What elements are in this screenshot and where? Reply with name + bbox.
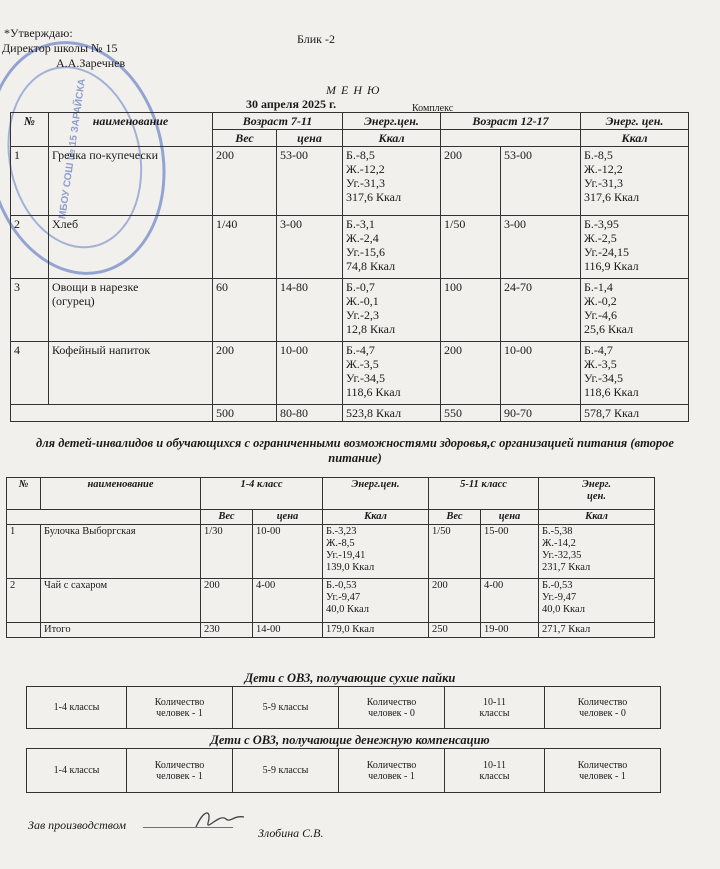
complex-label: Комплекс <box>412 103 454 114</box>
row-weight-1: 1/30 <box>201 525 253 579</box>
row-energy-2: Б.-3,95 Ж.-2,5 Уг.-24,15 116,9 Ккал <box>581 216 689 279</box>
row-dish-name: Булочка Выборгская <box>41 525 201 579</box>
compensation-count-5-9: Количество человек - 1 <box>339 749 445 793</box>
row-weight-2: 200 <box>429 579 481 623</box>
second-meal-caption: для детей-инвалидов и обучающихся с ограниченными возможностями здоровья,с организацией питания (второе питание) <box>36 436 674 465</box>
table-total-row <box>7 623 655 638</box>
dry-rations-count-5-9: Количество человек - 0 <box>339 687 445 729</box>
row-price-2: 15-00 <box>481 525 539 579</box>
header-kcal-1: Ккал <box>343 130 441 147</box>
row-weight-2: 200 <box>441 147 501 216</box>
row-dish-name: Чай с сахаром <box>41 579 201 623</box>
row-energy-1: Б.-8,5 Ж.-12,2 Уг.-31,3 317,6 Ккал <box>343 147 441 216</box>
total-weight-2: 250 <box>429 623 481 638</box>
header-energy-1: Энерг.цен. <box>343 113 441 130</box>
compensation-class-5-9: 5-9 классы <box>233 749 339 793</box>
row-price-1: 4-00 <box>253 579 323 623</box>
menu-title: М Е Н Ю <box>326 83 381 97</box>
table-header-row <box>7 478 655 510</box>
row-energy-1: Б.-0,7 Ж.-0,1 Уг.-2,3 12,8 Ккал <box>343 279 441 342</box>
row-weight-1: 60 <box>213 279 277 342</box>
approve-label: *Утверждаю: <box>4 26 73 40</box>
row-price-1: 10-00 <box>253 525 323 579</box>
row-energy-1: Б.-3,23 Ж.-8,5 Уг.-19,41 139,0 Ккал <box>323 525 429 579</box>
header-energy-1: Энерг.цен. <box>323 478 429 510</box>
compensation-class-1-4: 1-4 классы <box>27 749 127 793</box>
row-energy-2: Б.-4,7 Ж.-3,5 Уг.-34,5 118,6 Ккал <box>581 342 689 405</box>
header-name: наименование <box>41 478 201 510</box>
row-price-2: 24-70 <box>501 279 581 342</box>
total-energy-2: 578,7 Ккал <box>581 405 689 422</box>
dry-rations-table <box>26 686 661 729</box>
total-label: Итого <box>41 623 201 638</box>
menu-table-main <box>10 112 689 422</box>
table-row <box>11 216 689 279</box>
table-row <box>11 342 689 405</box>
total-price-1: 80-80 <box>277 405 343 422</box>
signature-line: _______________ <box>143 815 233 829</box>
header-price-2: цена <box>481 510 539 525</box>
header-weight-2: Вес <box>429 510 481 525</box>
dry-rations-class-1-4: 1-4 классы <box>27 687 127 729</box>
row-number: 3 <box>11 279 49 342</box>
row-weight-1: 200 <box>213 147 277 216</box>
row-energy-1: Б.-3,1 Ж.-2,4 Уг.-15,6 74,8 Ккал <box>343 216 441 279</box>
row-price-1: 53-00 <box>277 147 343 216</box>
header-kcal-2: Ккал <box>539 510 655 525</box>
table-header-row <box>11 113 689 130</box>
header-class-1-4: 1-4 класс <box>201 478 323 510</box>
dry-rations-row <box>27 687 661 729</box>
row-weight-2: 1/50 <box>429 525 481 579</box>
row-number: 4 <box>11 342 49 405</box>
total-weight-2: 550 <box>441 405 501 422</box>
row-weight-2: 100 <box>441 279 501 342</box>
table-subheader-row <box>7 510 655 525</box>
compensation-class-10-11: 10-11 классы <box>445 749 545 793</box>
total-price-1: 14-00 <box>253 623 323 638</box>
header-kcal-2: Ккал <box>581 130 689 147</box>
compensation-row <box>27 749 661 793</box>
footer-label: Зав производством <box>28 818 127 832</box>
row-energy-1: Б.-4,7 Ж.-3,5 Уг.-34,5 118,6 Ккал <box>343 342 441 405</box>
header-weight-1: Вес <box>201 510 253 525</box>
director-title: Директор школы № 15 <box>2 41 118 55</box>
row-dish-name: Гречка по-купечески <box>49 147 213 216</box>
row-number: 2 <box>11 216 49 279</box>
row-price-2: 4-00 <box>481 579 539 623</box>
header-class-5-11: 5-11 класс <box>429 478 539 510</box>
header-weight: Вес <box>213 130 277 147</box>
menu-table-second-meal <box>6 477 655 638</box>
table-total-row <box>11 405 689 422</box>
row-dish-name: Кофейный напиток <box>49 342 213 405</box>
table-row <box>7 579 655 623</box>
header-name: наименование <box>49 113 213 147</box>
director-name: А.А.Заречнев <box>56 56 126 70</box>
row-price-2: 3-00 <box>501 216 581 279</box>
row-number: 2 <box>7 579 41 623</box>
row-weight-2: 1/50 <box>441 216 501 279</box>
header-age-12-17: Возраст 12-17 <box>441 113 581 130</box>
header-number: № <box>11 113 49 147</box>
row-price-2: 53-00 <box>501 147 581 216</box>
compensation-title: Дети с ОВЗ, получающие денежную компенсацию <box>210 733 490 747</box>
row-weight-1: 1/40 <box>213 216 277 279</box>
table-row <box>11 279 689 342</box>
row-weight-2: 200 <box>441 342 501 405</box>
school-stamp-text: МБОУ СОШ № 15 ЗАРАЙСКА <box>57 77 88 220</box>
row-energy-1: Б.-0,53 Уг.-9,47 40,0 Ккал <box>323 579 429 623</box>
row-energy-2: Б.-1,4 Ж.-0,2 Уг.-4,6 25,6 Ккал <box>581 279 689 342</box>
dry-rations-title: Дети с ОВЗ, получающие сухие пайки <box>244 671 456 685</box>
menu-date: 30 апреля 2025 г. <box>246 97 337 111</box>
row-energy-2: Б.-5,38 Ж.-14,2 Уг.-32,35 231,7 Ккал <box>539 525 655 579</box>
row-number: 1 <box>11 147 49 216</box>
signature-scribble <box>190 805 250 833</box>
header-kcal-1: Ккал <box>323 510 429 525</box>
compensation-count-1-4: Количество человек - 1 <box>127 749 233 793</box>
row-dish-name: Хлеб <box>49 216 213 279</box>
header-age-7-11: Возраст 7-11 <box>213 113 343 130</box>
compensation-count-10-11: Количество человек - 1 <box>545 749 661 793</box>
compensation-table <box>26 748 661 793</box>
total-weight-1: 230 <box>201 623 253 638</box>
dry-rations-class-10-11: 10-11 классы <box>445 687 545 729</box>
row-energy-2: Б.-0,53 Уг.-9,47 40,0 Ккал <box>539 579 655 623</box>
header-number: № <box>7 478 41 510</box>
row-price-2: 10-00 <box>501 342 581 405</box>
row-price-1: 3-00 <box>277 216 343 279</box>
header-energy-2: Энерг. цен. <box>539 478 655 510</box>
row-weight-1: 200 <box>213 342 277 405</box>
row-price-1: 10-00 <box>277 342 343 405</box>
table-row <box>7 525 655 579</box>
row-number: 1 <box>7 525 41 579</box>
row-dish-name: Овощи в нарезке (огурец) <box>49 279 213 342</box>
row-price-1: 14-80 <box>277 279 343 342</box>
total-price-2: 19-00 <box>481 623 539 638</box>
dry-rations-count-1-4: Количество человек - 1 <box>127 687 233 729</box>
dry-rations-count-10-11: Количество человек - 0 <box>545 687 661 729</box>
total-weight-1: 500 <box>213 405 277 422</box>
table-row <box>11 147 689 216</box>
row-energy-2: Б.-8,5 Ж.-12,2 Уг.-31,3 317,6 Ккал <box>581 147 689 216</box>
dry-rations-class-5-9: 5-9 классы <box>233 687 339 729</box>
total-price-2: 90-70 <box>501 405 581 422</box>
footer-name: Злобина С.В. <box>258 826 324 840</box>
total-energy-2: 271,7 Ккал <box>539 623 655 638</box>
blank-label: Блик -2 <box>297 32 335 46</box>
row-weight-1: 200 <box>201 579 253 623</box>
header-price-1: цена <box>253 510 323 525</box>
total-energy-1: 179,0 Ккал <box>323 623 429 638</box>
total-energy-1: 523,8 Ккал <box>343 405 441 422</box>
header-price: цена <box>277 130 343 147</box>
header-energy-2: Энерг. цен. <box>581 113 689 130</box>
